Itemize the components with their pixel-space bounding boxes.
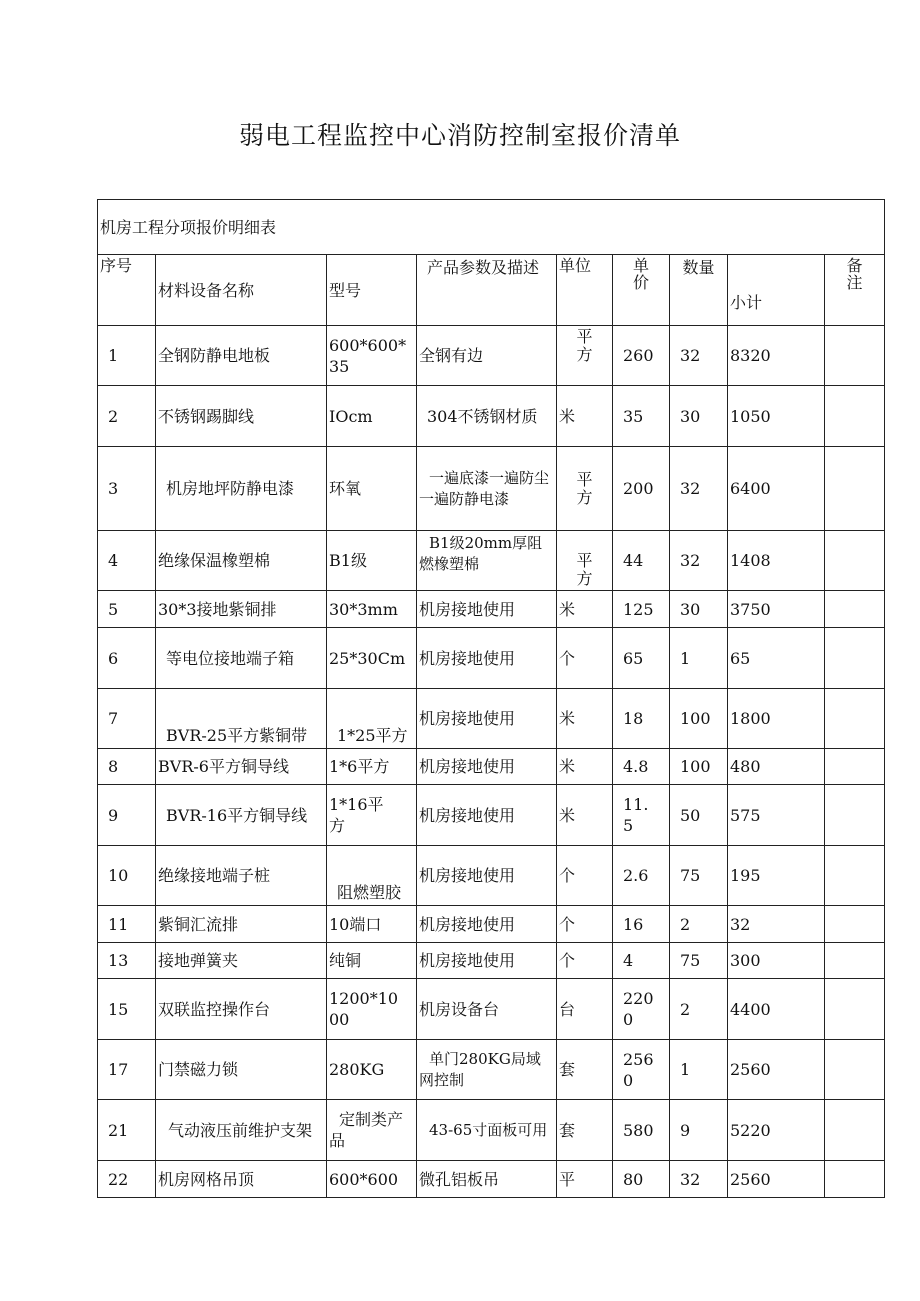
cell-price: 4: [613, 943, 670, 979]
cell-subtotal: 300: [728, 943, 825, 979]
cell-model: 阻燃塑胶: [327, 846, 417, 906]
cell-subtotal: 65: [728, 628, 825, 689]
cell-seq: 6: [98, 628, 156, 689]
cell-remark: [825, 591, 885, 628]
cell-name: BVR-25平方紫铜带: [156, 689, 327, 749]
cell-model: 1*16平方: [327, 785, 417, 846]
table-row: [98, 1100, 885, 1161]
cell-seq: 9: [98, 785, 156, 846]
cell-model: 1*25平方: [327, 689, 417, 749]
cell-subtotal: 480: [728, 749, 825, 785]
cell-model: 环氧: [327, 447, 417, 531]
cell-model: 30*3mm: [327, 591, 417, 628]
cell-name: 机房地坪防静电漆: [156, 447, 327, 531]
cell-model: 纯铜: [327, 943, 417, 979]
cell-desc: 微孔铝板吊: [417, 1161, 557, 1198]
cell-remark: [825, 846, 885, 906]
cell-qty: 1: [670, 628, 728, 689]
cell-remark: [825, 906, 885, 943]
cell-seq: 15: [98, 979, 156, 1040]
table-row: [98, 846, 885, 906]
cell-qty: 30: [670, 591, 728, 628]
cell-qty: 32: [670, 447, 728, 531]
cell-price: 2200: [613, 979, 670, 1040]
cell-subtotal: 575: [728, 785, 825, 846]
table-row: [98, 531, 885, 591]
table-row: [98, 1040, 885, 1100]
cell-desc: 全钢有边: [417, 326, 557, 386]
cell-desc: 机房接地使用: [417, 749, 557, 785]
table-row: [98, 1161, 885, 1198]
cell-unit: 米: [557, 386, 613, 447]
cell-seq: 8: [98, 749, 156, 785]
cell-remark: [825, 1100, 885, 1161]
cell-subtotal: 32: [728, 906, 825, 943]
header-seq: 序号: [98, 255, 156, 326]
header-desc: 产品参数及描述: [417, 255, 557, 326]
cell-name: BVR-16平方铜导线: [156, 785, 327, 846]
cell-unit: 平方: [557, 531, 613, 591]
cell-unit: 米: [557, 749, 613, 785]
cell-desc: 43-65寸面板可用: [417, 1100, 557, 1161]
cell-qty: 32: [670, 1161, 728, 1198]
cell-desc: 机房设备台: [417, 979, 557, 1040]
cell-model: 1*6平方: [327, 749, 417, 785]
header-qty: 数量: [670, 255, 728, 326]
cell-desc: 机房接地使用: [417, 591, 557, 628]
cell-remark: [825, 1040, 885, 1100]
cell-seq: 13: [98, 943, 156, 979]
cell-remark: [825, 628, 885, 689]
cell-unit: 个: [557, 846, 613, 906]
cell-unit: 米: [557, 785, 613, 846]
cell-seq: 3: [98, 447, 156, 531]
cell-price: 44: [613, 531, 670, 591]
header-remark: 备注: [825, 255, 885, 326]
cell-name: 绝缘接地端子桩: [156, 846, 327, 906]
cell-unit: 个: [557, 906, 613, 943]
table-row: [98, 906, 885, 943]
cell-model: IOcm: [327, 386, 417, 447]
cell-qty: 75: [670, 943, 728, 979]
cell-remark: [825, 749, 885, 785]
cell-price: 580: [613, 1100, 670, 1161]
cell-qty: 30: [670, 386, 728, 447]
cell-unit: 套: [557, 1100, 613, 1161]
cell-unit: 平: [557, 1161, 613, 1198]
cell-price: 65: [613, 628, 670, 689]
cell-unit: 个: [557, 943, 613, 979]
cell-seq: 2: [98, 386, 156, 447]
cell-subtotal: 8320: [728, 326, 825, 386]
cell-name: 门禁磁力锁: [156, 1040, 327, 1100]
cell-qty: 1: [670, 1040, 728, 1100]
cell-desc: 机房接地使用: [417, 906, 557, 943]
cell-qty: 75: [670, 846, 728, 906]
cell-qty: 100: [670, 689, 728, 749]
cell-remark: [825, 1161, 885, 1198]
cell-seq: 17: [98, 1040, 156, 1100]
cell-seq: 4: [98, 531, 156, 591]
cell-qty: 100: [670, 749, 728, 785]
cell-unit: 套: [557, 1040, 613, 1100]
cell-qty: 9: [670, 1100, 728, 1161]
cell-price: 200: [613, 447, 670, 531]
cell-desc: 机房接地使用: [417, 689, 557, 749]
cell-subtotal: 3750: [728, 591, 825, 628]
cell-qty: 2: [670, 979, 728, 1040]
table-row: [98, 689, 885, 749]
cell-subtotal: 4400: [728, 979, 825, 1040]
cell-price: 11.5: [613, 785, 670, 846]
table-row: [98, 447, 885, 531]
cell-seq: 10: [98, 846, 156, 906]
cell-price: 16: [613, 906, 670, 943]
cell-model: 1200*1000: [327, 979, 417, 1040]
cell-seq: 1: [98, 326, 156, 386]
cell-subtotal: 1408: [728, 531, 825, 591]
cell-desc: 机房接地使用: [417, 846, 557, 906]
header-unit: 单位: [557, 255, 613, 326]
cell-name: 全钢防静电地板: [156, 326, 327, 386]
cell-desc: 机房接地使用: [417, 628, 557, 689]
cell-model: B1级: [327, 531, 417, 591]
cell-subtotal: 6400: [728, 447, 825, 531]
cell-name: 双联监控操作台: [156, 979, 327, 1040]
cell-price: 18: [613, 689, 670, 749]
cell-qty: 32: [670, 531, 728, 591]
cell-desc: 机房接地使用: [417, 943, 557, 979]
cell-unit: 个: [557, 628, 613, 689]
cell-desc: 机房接地使用: [417, 785, 557, 846]
cell-subtotal: 2560: [728, 1040, 825, 1100]
cell-subtotal: 195: [728, 846, 825, 906]
header-price: 单价: [613, 255, 670, 326]
cell-model: 10端口: [327, 906, 417, 943]
header-model: 型号: [327, 255, 417, 326]
table-caption: 机房工程分项报价明细表: [98, 200, 885, 255]
quote-table: [97, 199, 885, 1198]
cell-subtotal: 1050: [728, 386, 825, 447]
cell-price: 80: [613, 1161, 670, 1198]
cell-name: BVR-6平方铜导线: [156, 749, 327, 785]
header-row: [98, 255, 885, 326]
table-row: [98, 591, 885, 628]
cell-seq: 11: [98, 906, 156, 943]
cell-seq: 7: [98, 689, 156, 749]
cell-model: 600*600: [327, 1161, 417, 1198]
cell-subtotal: 5220: [728, 1100, 825, 1161]
document-title: 弱电工程监控中心消防控制室报价清单: [238, 121, 681, 150]
cell-unit: 米: [557, 689, 613, 749]
cell-remark: [825, 785, 885, 846]
cell-model: 600*600*35: [327, 326, 417, 386]
cell-unit: 台: [557, 979, 613, 1040]
cell-desc: 单门280KG局域网控制: [417, 1040, 557, 1100]
cell-unit: 平方: [557, 447, 613, 531]
cell-remark: [825, 326, 885, 386]
table-row: [98, 979, 885, 1040]
cell-price: 125: [613, 591, 670, 628]
cell-name: 接地弹簧夹: [156, 943, 327, 979]
cell-remark: [825, 447, 885, 531]
cell-name: 不锈钢踢脚线: [156, 386, 327, 447]
cell-desc: 一遍底漆一遍防尘一遍防静电漆: [417, 447, 557, 531]
cell-seq: 22: [98, 1161, 156, 1198]
cell-remark: [825, 689, 885, 749]
cell-price: 260: [613, 326, 670, 386]
table-row: [98, 785, 885, 846]
cell-model: 25*30Cm: [327, 628, 417, 689]
cell-subtotal: 1800: [728, 689, 825, 749]
table-row: [98, 943, 885, 979]
cell-name: 等电位接地端子箱: [156, 628, 327, 689]
cell-name: 绝缘保温橡塑棉: [156, 531, 327, 591]
cell-unit: 米: [557, 591, 613, 628]
cell-remark: [825, 531, 885, 591]
cell-model: 定制类产品: [327, 1100, 417, 1161]
cell-desc: 304不锈钢材质: [417, 386, 557, 447]
cell-subtotal: 2560: [728, 1161, 825, 1198]
cell-remark: [825, 979, 885, 1040]
cell-name: 气动液压前维护支架: [156, 1100, 327, 1161]
table-row: [98, 628, 885, 689]
cell-remark: [825, 943, 885, 979]
header-name: 材料设备名称: [156, 255, 327, 326]
cell-unit: 平方: [557, 326, 613, 386]
cell-name: 紫铜汇流排: [156, 906, 327, 943]
cell-remark: [825, 386, 885, 447]
cell-qty: 32: [670, 326, 728, 386]
header-subtotal: 小计: [728, 255, 825, 326]
cell-qty: 50: [670, 785, 728, 846]
table-row: [98, 749, 885, 785]
cell-model: 280KG: [327, 1040, 417, 1100]
cell-price: 2.6: [613, 846, 670, 906]
cell-seq: 5: [98, 591, 156, 628]
table-row: [98, 326, 885, 386]
cell-price: 2560: [613, 1040, 670, 1100]
cell-desc: B1级20mm厚阻燃橡塑棉: [417, 531, 557, 591]
cell-price: 35: [613, 386, 670, 447]
cell-name: 30*3接地紫铜排: [156, 591, 327, 628]
cell-qty: 2: [670, 906, 728, 943]
cell-seq: 21: [98, 1100, 156, 1161]
table-row: [98, 386, 885, 447]
cell-name: 机房网格吊顶: [156, 1161, 327, 1198]
cell-price: 4.8: [613, 749, 670, 785]
